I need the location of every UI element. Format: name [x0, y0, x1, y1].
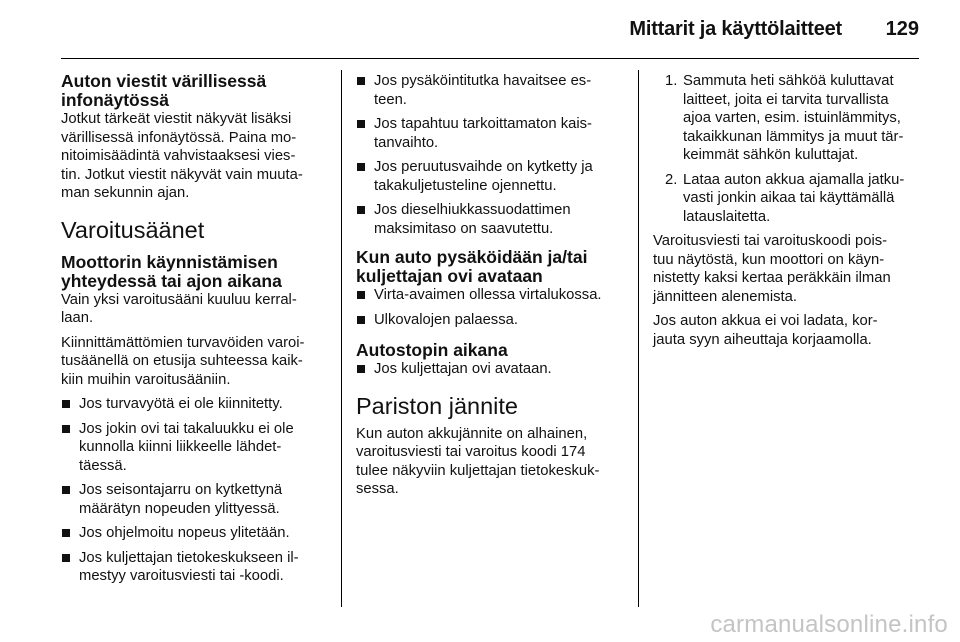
- list-item: Jos seisontajarru on kytkettynä määrätyn nopeuden ylittyessä.: [61, 481, 329, 518]
- list-item: Ulkovalojen palaessa.: [356, 311, 626, 330]
- square-bullet-icon: [62, 486, 70, 494]
- parked-list: [356, 286, 626, 329]
- header-rule: [61, 58, 919, 59]
- column-divider-right: [638, 70, 639, 607]
- square-bullet-icon: [62, 529, 70, 537]
- column-right: [653, 72, 923, 349]
- list-item: Virta-avaimen ollessa virtalukossa.: [356, 286, 626, 305]
- square-bullet-icon: [62, 425, 70, 433]
- heading-autostopin-aikana: Autostopin aikana: [356, 340, 508, 360]
- paragraph-vain-yksi: Vain yksi varoitusääni kuuluu kerral- laan.: [61, 291, 297, 326]
- list-item: Jos jokin ovi tai takaluukku ei ole kunnolla kiinni liikkeelle lähdet- täessä.: [61, 420, 329, 476]
- heading-auton-viestit: Auton viestit värillisessä infonäytössä: [61, 71, 267, 110]
- paragraph-kiinnittamattomien: Kiinnittämättömien turvavöiden varoi- tusäänellä on etusija suhteessa kaik- kiin muihin varoitusääniin.: [61, 334, 305, 388]
- heading-varoitusaanet: Varoitusäänet: [61, 216, 205, 243]
- heading-kun-auto-pysakoidaan: Kun auto pysäköidään ja/tai kuljettajan ovi avataan: [356, 247, 588, 286]
- square-bullet-icon: [357, 163, 365, 171]
- square-bullet-icon: [62, 400, 70, 408]
- list-item: Jos tapahtuu tarkoittamaton kais- tanvaihto.: [356, 115, 626, 152]
- heading-moottorin-kaynnistamisen: Moottorin käynnistämisen yhteydessä tai ajon aikana: [61, 251, 282, 291]
- page-header-title: Mittarit ja käyttölaitteet: [629, 18, 842, 40]
- list-item: 1. Sammuta heti sähköä kuluttavat laitteet, joita ei tarvita turvallista ajoa varten, esim. istuinlämmitys, takaikkunan lämmitys ja muut tär- keimmät sähkön kuluttajat.: [665, 73, 904, 163]
- square-bullet-icon: [357, 291, 365, 299]
- autostop-list: [356, 360, 626, 379]
- watermark-text: carmanualsonline.info: [710, 611, 948, 638]
- column-left: [61, 72, 329, 592]
- square-bullet-icon: [357, 316, 365, 324]
- list-item: Jos ohjelmoitu nopeus ylitetään.: [61, 524, 329, 543]
- list-item: Jos kuljettajan ovi avataan.: [356, 360, 626, 379]
- square-bullet-icon: [62, 554, 70, 562]
- paragraph-varoitusviesti-poistuu: Varoitusviesti tai varoituskoodi pois- tuu näytöstä, kun moottori on käyn- nistetty kaksi kertaa peräkkäin ilman jännitteen alenemista.: [653, 233, 891, 305]
- list-item: 2. Lataa auton akkua ajamalla jatku- vasti jonkin aikaa tai käyttämällä latauslaitetta.: [665, 171, 905, 225]
- column-middle: [356, 72, 626, 499]
- list-item: Jos peruutusvaihde on kytketty ja takakuljetusteline ojennettu.: [356, 158, 626, 195]
- column-divider-left: [341, 70, 342, 607]
- paragraph-pariston-jannite: Kun auton akkujännite on alhainen, varoitusviesti tai varoitus koodi 174 tulee näkyviin kuljettajan tietokeskuk- sessa.: [356, 425, 600, 497]
- page-number: 129: [885, 18, 919, 40]
- paragraph-jos-auton-akkua: Jos auton akkua ei voi ladata, kor- jauta syyn aiheuttaja korjaamolla.: [653, 313, 878, 348]
- list-item: Jos dieselhiukkassuodattimen maksimitaso on saavutettu.: [356, 201, 626, 238]
- list-item: Jos kuljettajan tietokeskukseen il- mestyy varoitusviesti tai -koodi.: [61, 549, 329, 586]
- paragraph-auton-viestit: Jotkut tärkeät viestit näkyvät lisäksi värillisessä infonäytössä. Paina mo- nitoimisäädintä vahvistaaksesi vies- tin. Jotkut viestit näkyvät vain muuta- man sekunnin ajan.: [61, 111, 303, 201]
- square-bullet-icon: [357, 365, 365, 373]
- square-bullet-icon: [357, 77, 365, 85]
- list-item: Jos turvavyötä ei ole kiinnitetty.: [61, 395, 329, 414]
- heading-pariston-jannite: Pariston jännite: [356, 392, 518, 419]
- square-bullet-icon: [357, 120, 365, 128]
- warning-sound-list-continued: [356, 72, 626, 238]
- battery-steps-list: [653, 72, 923, 226]
- square-bullet-icon: [357, 206, 365, 214]
- warning-sound-list: [61, 395, 329, 586]
- list-item: Jos pysäköintitutka havaitsee es- teen.: [356, 72, 626, 109]
